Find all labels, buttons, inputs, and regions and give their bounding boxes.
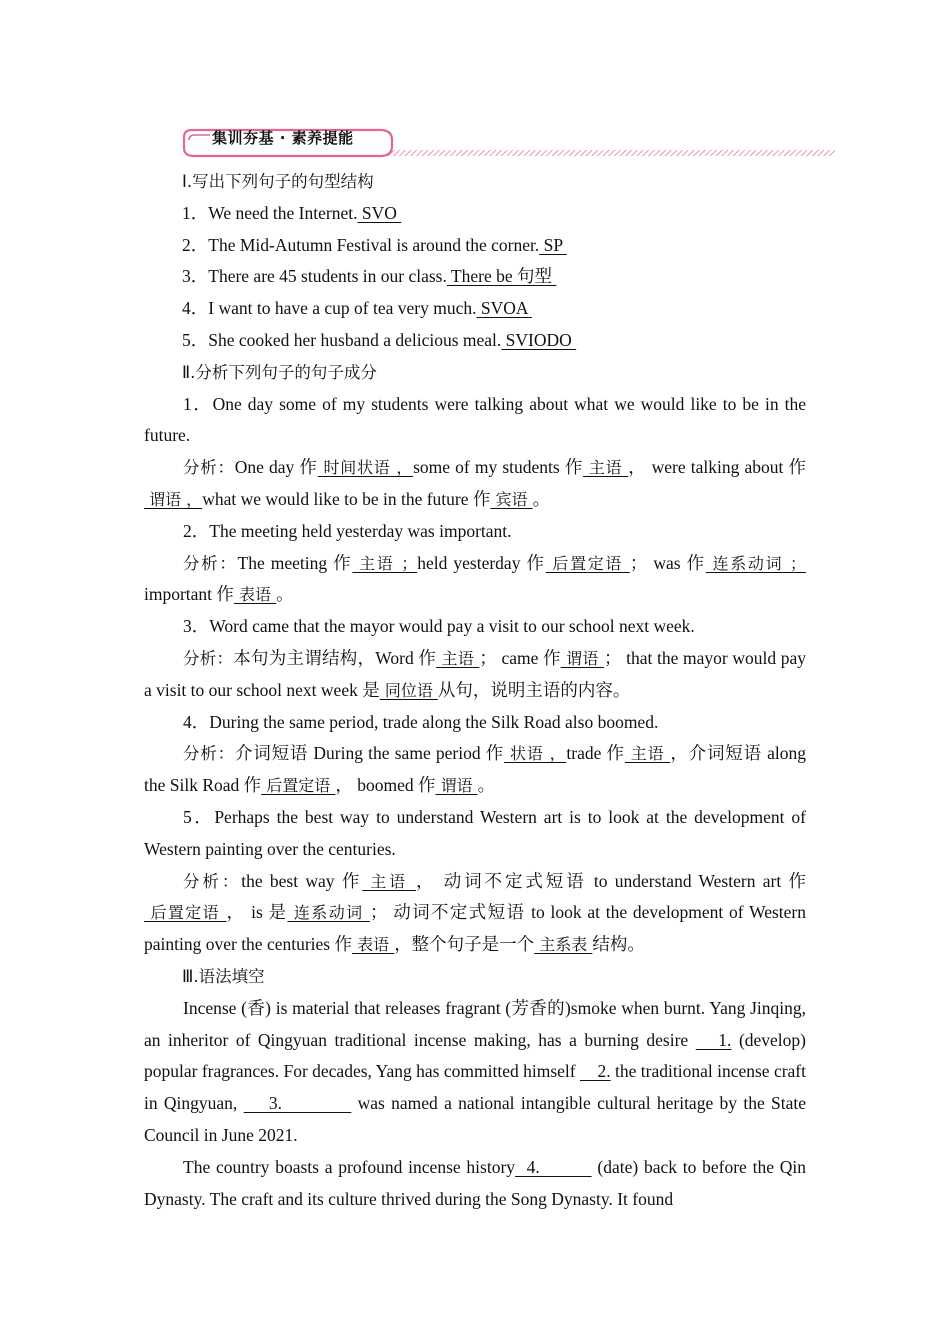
answer-blank: SVIODO xyxy=(501,329,577,350)
blank-3: 3. xyxy=(243,1093,352,1114)
worksheet-content xyxy=(144,166,806,1215)
s2-question-5: 5．Perhaps the best way to understand Western art is to look at the development of Western painting over the centuries. xyxy=(144,806,806,859)
banner-hatch-stripe xyxy=(380,150,835,156)
section2-heading: Ⅱ.分析下列句子的句子成分 xyxy=(182,362,377,382)
s2-analysis-1: 分析：One day 作 时间状语 ，some of my students 作 主语 ， were talking about 作 谓语 ，what we would like to be in the future 作 宾语 。 xyxy=(144,457,806,509)
banner-title: 集训夯基 · 素养提能 xyxy=(212,129,354,147)
section1-heading: Ⅰ.写出下列句子的句型结构 xyxy=(182,172,374,191)
answer-blank: SVOA xyxy=(476,298,532,319)
s2-question-2: 2．The meeting held yesterday was important. xyxy=(183,520,512,541)
s1-item-4: 4．I want to have a cup of tea very much. SVOA xyxy=(182,298,532,319)
blank-2: 2. xyxy=(579,1061,611,1082)
section3-heading: Ⅲ.语法填空 xyxy=(182,966,265,986)
s2-question-1: 1．One day some of my students were talking about what we would like to be in the future. xyxy=(144,393,806,446)
blank-1: 1. xyxy=(695,1029,732,1050)
passage-paragraph-2: The country boasts a profound incense history 4. (date) back to before the Qin Dynasty. The craft and its culture thrived during the Song Dynasty. It found xyxy=(144,1156,806,1209)
s2-question-3: 3．Word came that the mayor would pay a visit to our school next week. xyxy=(183,616,695,637)
s1-item-2: 2．The Mid-Autumn Festival is around the corner. SP xyxy=(182,234,567,255)
passage-paragraph-1: Incense (香) is material that releases fragrant (芳香的)smoke when burnt. Yang Jinqing, an inheritor of Qingyuan traditional incense making, has a burning desire 1. (develop) popular fragrances. For decades, Yang has committed himself 2. the traditional incense craft in Qingyuan, 3. was named a national intangible cultural heritage by the State Council in June 2021. xyxy=(144,997,807,1145)
s2-analysis-5: 分析：the best way 作 主语 ， 动词不定式短语 to understand Western art 作 后置定语 ， is 是 连系动词 ； 动词不定式短语 to look at the development of Western painting over the centuries 作 表语 ，整个句子是一个 主系表 结构。 xyxy=(144,870,806,955)
blank-4: 4. xyxy=(515,1156,592,1177)
s2-question-4: 4．During the same period, trade along the Silk Road also boomed. xyxy=(183,711,659,732)
answer-blank: SVO xyxy=(357,202,402,223)
answer-blank: SP xyxy=(539,234,567,255)
s2-analysis-2: 分析：The meeting 作 主语 ；held yesterday 作 后置定语 ； was 作 连系动词 ； important 作 表语 。 xyxy=(144,552,807,605)
s1-item-3: 3．There are 45 students in our class. There be 句型 xyxy=(182,266,557,287)
s1-item-5: 5．She cooked her husband a delicious meal. SVIODO xyxy=(182,329,577,350)
s2-analysis-4: 分析：介词短语 During the same period 作 状语 ，trade 作 主语 ，介词短语 along the Silk Road 作 后置定语 ， boomed 作 谓语 。 xyxy=(144,743,806,796)
s1-item-1: 1．We need the Internet. SVO xyxy=(182,202,402,223)
s2-analysis-3: 分析：本句为主谓结构，Word 作 主语 ； came 作 谓语 ； that the mayor would pay a visit to our school next week 是 同位语 从句，说明主语的内容。 xyxy=(144,647,806,700)
answer-blank: There be 句型 xyxy=(446,266,557,287)
